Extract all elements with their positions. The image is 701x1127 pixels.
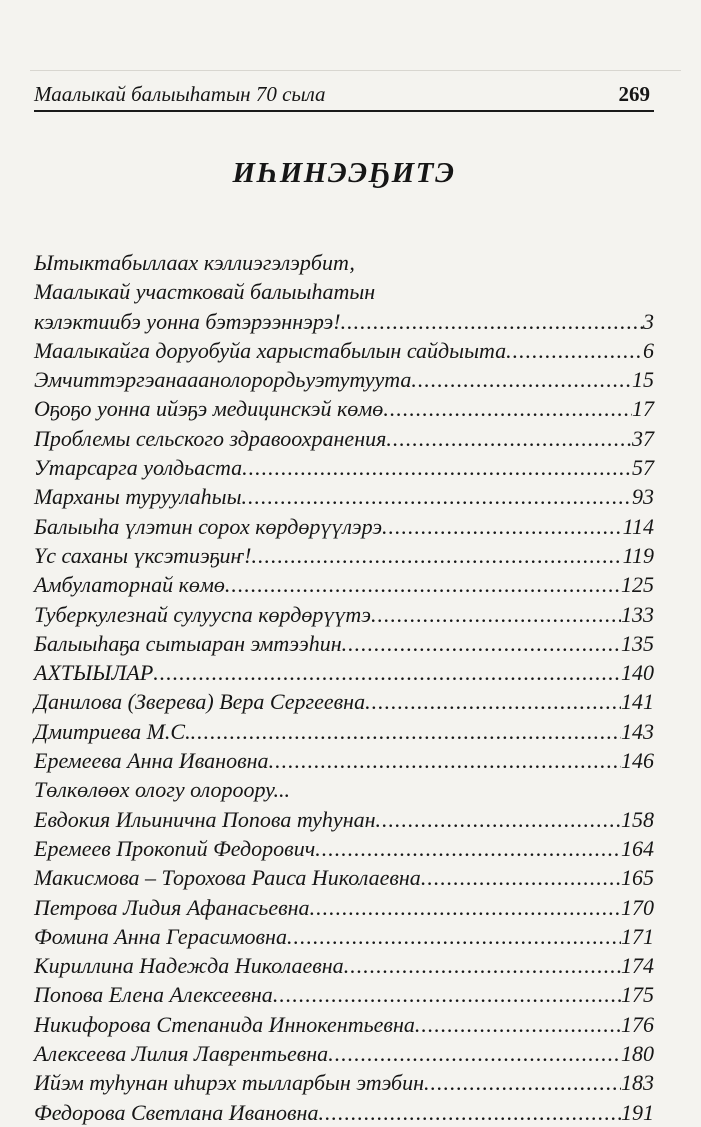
toc-leader-dots [310,893,621,922]
running-title: Маалыкай балыыһатын 70 сыла [34,82,326,106]
page-header [34,80,654,112]
page-number: 269 [618,82,650,106]
toc-entry-page: 93 [632,484,654,510]
toc-entry-page: 170 [621,894,654,920]
toc-entry [34,834,654,863]
toc-leader-dots [342,629,621,658]
toc-entry-page: 57 [632,455,654,481]
toc-entry-title: Федорова Светлана Ивановна [34,1099,319,1125]
toc-entry-title: Дмитриева М.С. [34,718,191,744]
toc-leader-dots [242,482,633,511]
toc-entry-title: Никифорова Степанида Иннокентьевна [34,1011,415,1037]
toc-entry [34,424,654,453]
toc-entry-title: Фомина Анна Герасимовна [34,923,287,949]
toc-leader-dots [252,541,623,570]
toc-entry-title: Балыыһа үлэтин сорох көрдөрүүлэрэ [34,513,383,539]
toc-entry-title: Эмчиттэргэанааанолорордьуэтутуута [34,367,412,393]
toc-entry-title: Амбулаторнай көмө [34,572,225,598]
toc-entry [34,687,654,716]
toc-entry [34,482,654,511]
toc-leader-dots [386,424,632,453]
toc-entry-page: 143 [621,718,654,744]
toc-entry-title: Макисмова – Торохова Раиса Николаевна [34,865,421,891]
toc-entry-page: 140 [621,660,654,686]
toc-entry-page: 135 [621,630,654,656]
bleed-through-rule [30,50,681,71]
toc-entry-title: Еремеева Анна Ивановна [34,748,269,774]
toc-leader-dots [287,922,621,951]
toc-entry [34,453,654,482]
toc-leader-dots [506,336,643,365]
toc-entry [34,805,654,834]
toc-entry-page: 165 [621,865,654,891]
toc-entry [34,248,654,277]
toc-entry-page: 158 [621,806,654,832]
toc-entry-title: кэлэктиибэ уонна бэтэрээннэрэ! [34,308,341,334]
toc-leader-dots [191,717,621,746]
toc-entry-title: Ытыктабыллаах кэллиэгэлэрбит, [34,250,355,275]
toc-entry-title: Кириллина Надежда Николаевна [34,953,344,979]
toc-entry-page: 37 [632,425,654,451]
toc-entry-page: 174 [621,953,654,979]
toc-leader-dots [365,687,621,716]
toc-entry-title: Маалыкай участковай балыыһатын [34,279,376,305]
toc-entry-page: 17 [632,396,654,422]
toc-entry-title: Евдокия Ильинична Попова туһунан [34,806,376,832]
toc-entry [34,717,654,746]
toc-entry-title: Утарсарга уолдьаста [34,455,243,481]
toc-entry-page: 141 [621,689,654,715]
toc-entry-page: 146 [621,748,654,774]
toc-entry [34,394,654,423]
toc-entry-page: 175 [621,982,654,1008]
toc-leader-dots [242,453,632,482]
toc-entry [34,336,654,365]
toc-leader-dots [371,600,621,629]
toc-entry-title: Петрова Лидия Афанасьевна [34,894,310,920]
toc-entry [34,863,654,892]
toc-entry [34,658,654,687]
toc-leader-dots [341,307,643,336]
toc-leader-dots [383,394,632,423]
toc-entry-title: Проблемы сельского здравоохранения [34,425,387,451]
toc-entry-title: Балыыһаҕа сытыаран эмтээһин [34,630,342,656]
toc-leader-dots [415,1010,621,1039]
toc-leader-dots [376,805,621,834]
table-of-contents [34,248,654,1127]
toc-entry [34,277,654,306]
toc-entry [34,365,654,394]
toc-entry-title: Төлкөлөөх ологу олороору... [34,777,291,803]
toc-entry-page: 3 [643,308,654,334]
toc-entry [34,1098,654,1127]
toc-entry-page: 15 [632,367,654,393]
toc-leader-dots [421,863,621,892]
toc-entry-title: Ийэм туһунан иһирэх тылларбын этэбин [34,1070,425,1096]
toc-entry-title: Туберкулезнай сулууспа көрдөрүүтэ [34,601,371,627]
toc-leader-dots [411,365,632,394]
toc-leader-dots [315,834,621,863]
toc-entry-title: Марханы туруулаһыы [34,484,242,510]
toc-entry-title: Попова Елена Алексеевна [34,982,273,1008]
toc-entry [34,307,654,336]
toc-entry-page: 119 [622,542,654,568]
toc-entry [34,629,654,658]
toc-entry-title: Алексеева Лилия Лаврентьевна [34,1041,329,1067]
toc-leader-dots [328,1039,621,1068]
toc-entry-page: 171 [621,923,654,949]
toc-entry [34,922,654,951]
toc-leader-dots [269,746,621,775]
toc-leader-dots [382,512,623,541]
toc-entry [34,600,654,629]
toc-entry [34,980,654,1009]
toc-entry-page: 164 [621,835,654,861]
toc-leader-dots [153,658,621,687]
toc-entry [34,893,654,922]
toc-entry [34,1068,654,1097]
toc-entry-title: Данилова (Зверева) Вера Сергеевна [34,689,366,715]
toc-entry-page: 6 [643,337,654,363]
toc-entry-page: 114 [622,513,654,539]
toc-leader-dots [344,951,621,980]
toc-entry [34,951,654,980]
toc-entry [34,746,654,775]
toc-entry-page: 133 [621,601,654,627]
toc-entry-title: АХТЫЫЛАР [34,660,154,686]
toc-entry [34,1010,654,1039]
toc-entry [34,775,654,804]
toc-entry-page: 176 [621,1011,654,1037]
toc-entry-page: 191 [621,1099,654,1125]
toc-entry-title: Маалыкайга доруобуйа харыстабылын сайдыыта [34,337,507,363]
toc-entry [34,512,654,541]
toc-entry-page: 180 [621,1041,654,1067]
toc-entry-title: Оҕоҕо уонна ийэҕэ медицинскэй көмө [34,396,384,422]
toc-leader-dots [424,1068,621,1097]
page-title: ИҺИНЭЭҔИТЭ [232,157,456,189]
toc-entry-title: Еремеев Прокопий Федорович [34,835,316,861]
toc-entry [34,541,654,570]
toc-entry-title: Үс саханы үксэтиэҕиҥ! [34,542,252,568]
toc-leader-dots [273,980,621,1009]
toc-leader-dots [318,1098,621,1127]
toc-entry-page: 125 [621,572,654,598]
toc-entry [34,570,654,599]
toc-leader-dots [225,570,621,599]
toc-entry-page: 183 [621,1070,654,1096]
toc-entry [34,1039,654,1068]
